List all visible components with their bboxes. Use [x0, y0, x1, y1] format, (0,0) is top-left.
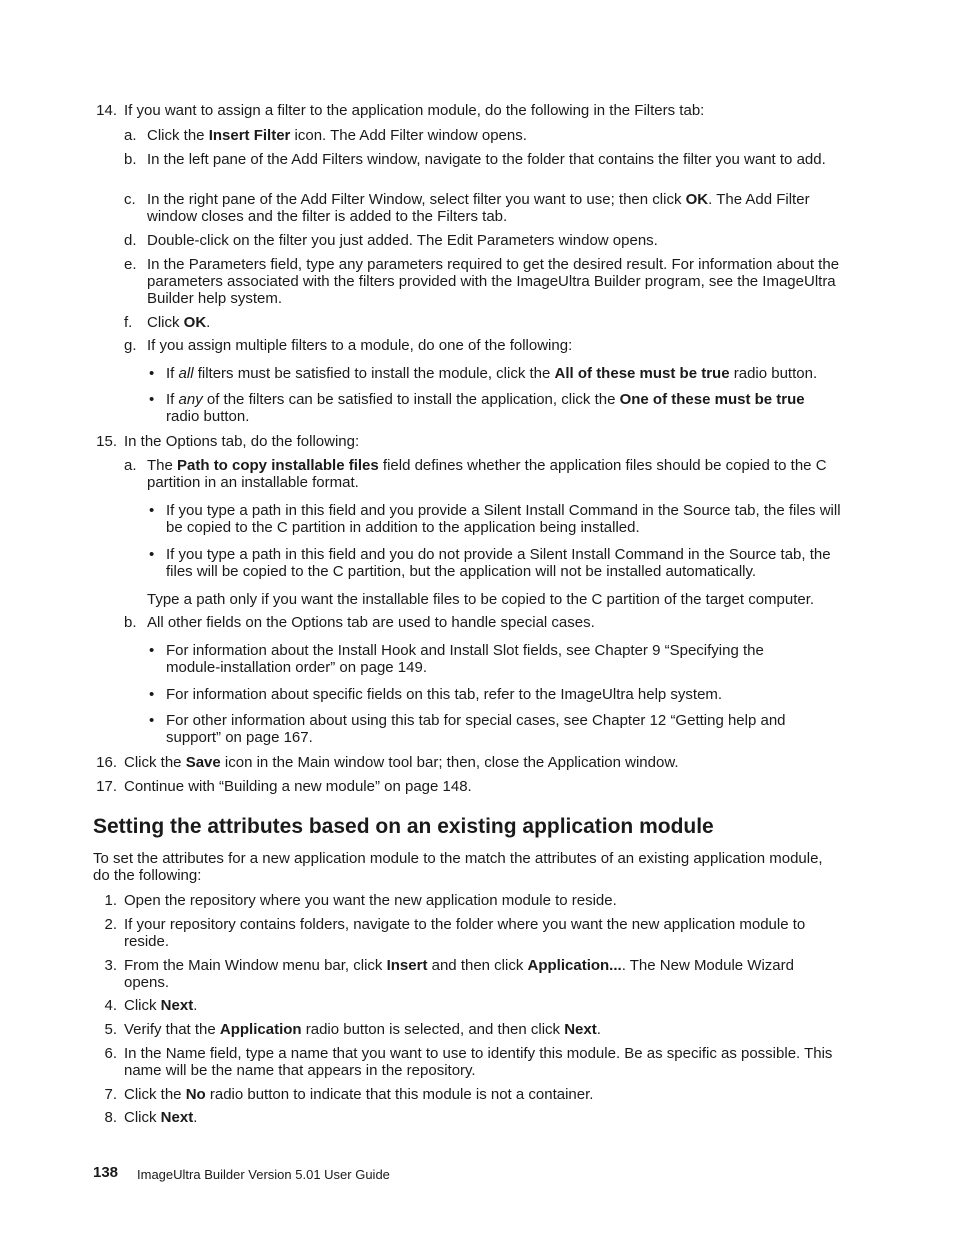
step-number: 16. — [96, 754, 117, 771]
bullet-text: For other information about using this tab for special cases, see Chapter 12 “Getting help and support” on page 167. — [166, 712, 786, 746]
step-text: In the Options tab, do the following: — [124, 433, 360, 450]
bullet-icon: • — [149, 642, 155, 659]
bullet-text: If all filters must be satisfied to install the module, click the All of these must be true radio button. — [166, 365, 818, 382]
step-number: 7. — [104, 1086, 117, 1103]
bullet-text: For information about specific fields on this tab, refer to the ImageUltra help system. — [166, 686, 723, 703]
substep-letter: e. — [124, 256, 137, 273]
step-text: Click Next. — [124, 997, 198, 1014]
intro-paragraph: To set the attributes for a new application module to the match the attributes of an existing application module, do the following: — [93, 850, 823, 884]
substep-text: In the left pane of the Add Filters window, navigate to the folder that contains the filter you want to add. — [147, 151, 826, 168]
section-heading: Setting the attributes based on an existing application module — [93, 815, 714, 838]
bullet-icon: • — [149, 365, 155, 382]
step-number: 6. — [104, 1045, 117, 1062]
note-text: Type a path only if you want the installable files to be copied to the C partition of the target computer. — [147, 591, 815, 608]
step-text: Click the Save icon in the Main window tool bar; then, close the Application window. — [124, 754, 679, 771]
substep-letter: c. — [124, 191, 136, 208]
bullet-text: For information about the Install Hook and Install Slot fields, see Chapter 9 “Specifying the module-installation order” on page 149. — [166, 642, 764, 676]
step-number: 17. — [96, 778, 117, 795]
substep-text: In the right pane of the Add Filter Window, select filter you want to use; then click OK. The Add Filter window closes and the filter is added to the Filters tab. — [147, 191, 810, 225]
substep-letter: g. — [124, 337, 137, 354]
substep-text: All other fields on the Options tab are used to handle special cases. — [147, 614, 595, 631]
substep-letter: a. — [124, 127, 137, 144]
step-number: 8. — [104, 1109, 117, 1126]
step-text: From the Main Window menu bar, click Insert and then click Application.... The New Module Wizard opens. — [124, 957, 794, 991]
substep-letter: a. — [124, 457, 137, 474]
step-number: 15. — [96, 433, 117, 450]
step-number: 2. — [104, 916, 117, 933]
substep-letter: d. — [124, 232, 137, 249]
step-text: If you want to assign a filter to the application module, do the following in the Filters tab: — [124, 102, 705, 119]
step-number: 14. — [96, 102, 117, 119]
bullet-icon: • — [149, 391, 155, 408]
substep-text: If you assign multiple filters to a module, do one of the following: — [147, 337, 573, 354]
page-number: 138 — [93, 1164, 119, 1181]
bullet-icon: • — [149, 712, 155, 729]
step-number: 4. — [104, 997, 117, 1014]
substep-letter: b. — [124, 614, 137, 631]
step-text: If your repository contains folders, navigate to the folder where you want the new application module to reside. — [124, 916, 806, 950]
step-text: Click Next. — [124, 1109, 198, 1126]
step-text: Continue with “Building a new module” on page 148. — [124, 778, 472, 795]
substep-letter: b. — [124, 151, 137, 168]
step-text: In the Name field, type a name that you want to use to identify this module. Be as specific as possible. This name will be the name that appears in the repository. — [124, 1045, 833, 1079]
bullet-icon: • — [149, 686, 155, 703]
bullet-icon: • — [149, 502, 155, 519]
step-text: Verify that the Application radio button is selected, and then click Next. — [124, 1021, 601, 1038]
bullet-text: If you type a path in this field and you do not provide a Silent Install Command in the Source tab, the files will be copied to the C partition, but the application will not be installed automatically. — [166, 546, 831, 580]
bullet-text: If you type a path in this field and you provide a Silent Install Command in the Source tab, the files will be copied to the C partition in addition to the application being installed. — [166, 502, 841, 536]
bullet-text: If any of the filters can be satisfied to install the application, click the One of these must be true radio button. — [166, 391, 805, 425]
step-number: 1. — [104, 892, 117, 909]
bullet-icon: • — [149, 546, 155, 563]
step-number: 5. — [104, 1021, 117, 1038]
step-text: Click the No radio button to indicate that this module is not a container. — [124, 1086, 594, 1103]
step-number: 3. — [104, 957, 117, 974]
substep-text: The Path to copy installable files field defines whether the application files should be copied to the C partition in an installable format. — [147, 457, 827, 491]
footer-title: ImageUltra Builder Version 5.01 User Guide — [137, 1167, 390, 1182]
substep-text: Click the Insert Filter icon. The Add Filter window opens. — [147, 127, 527, 144]
step-text: Open the repository where you want the new application module to reside. — [124, 892, 617, 909]
substep-text: Double-click on the filter you just added. The Edit Parameters window opens. — [147, 232, 658, 249]
substep-letter: f. — [124, 314, 133, 331]
substep-text: Click OK. — [147, 314, 211, 331]
substep-text: In the Parameters field, type any parameters required to get the desired result. For information about the parameters associated with the filters provided with the ImageUltra Builder program, see the ImageUltra Builder help system. — [147, 256, 840, 307]
